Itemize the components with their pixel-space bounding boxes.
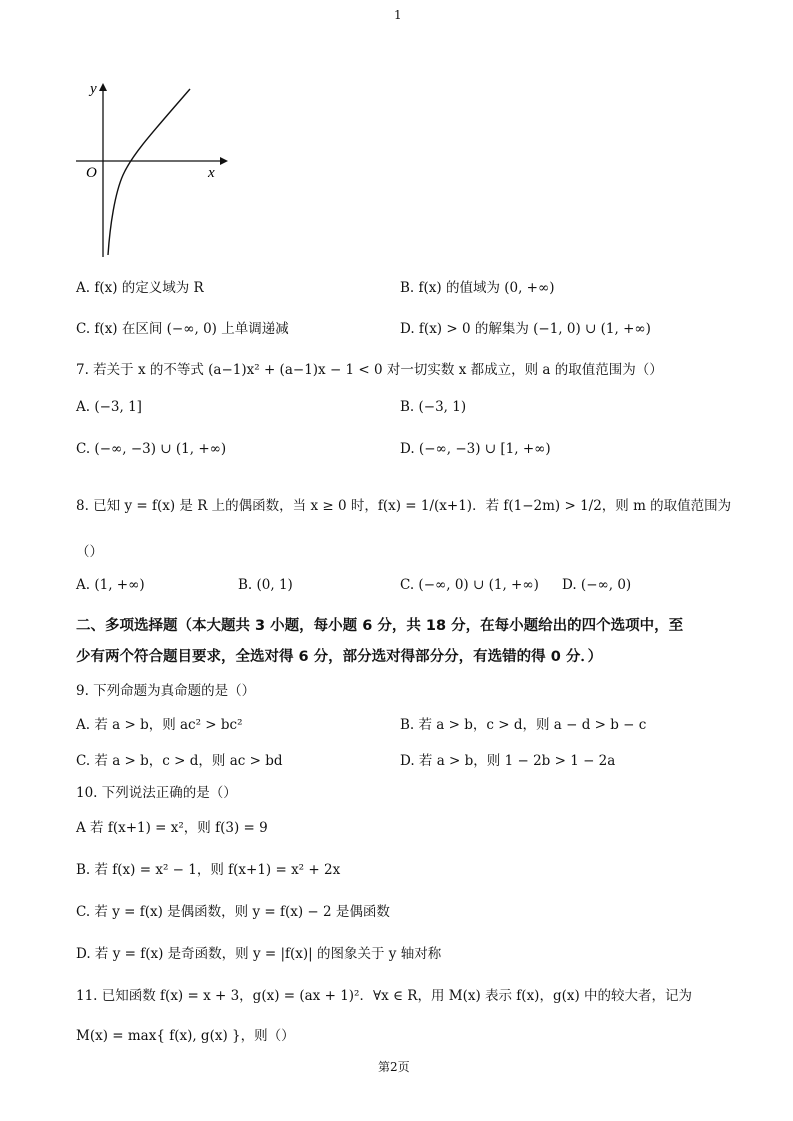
- y-axis-arrow: [99, 83, 107, 91]
- q8-paren: （）: [76, 544, 103, 560]
- q9-option-a: A. 若 a > b，则 ac² > bc²: [76, 717, 243, 733]
- q10-option-a: A 若 f(x+1) = x²，则 f(3) = 9: [76, 820, 268, 836]
- q9-option-c: C. 若 a > b，c > d，则 ac > bd: [76, 753, 283, 769]
- q7-option-a: A. (−3, 1]: [76, 399, 142, 415]
- q9-option-d: D. 若 a > b，则 1 − 2b > 1 − 2a: [400, 753, 616, 769]
- function-graph: [70, 75, 230, 260]
- q8-option-d: D. (−∞, 0): [562, 577, 632, 593]
- q7-option-b: B. (−3, 1): [400, 399, 467, 415]
- q6-option-b: B. f(x) 的值域为 (0, +∞): [400, 280, 555, 296]
- q10-stem: 10. 下列说法正确的是（）: [76, 785, 237, 801]
- q10-option-c: C. 若 y = f(x) 是偶函数，则 y = f(x) − 2 是偶函数: [76, 904, 390, 920]
- section2-heading-line1: 二、多项选择题（本大题共 3 小题，每小题 6 分，共 18 分，在每小题给出的四个选项中，至: [76, 618, 684, 634]
- section2-heading-line2: 少有两个符合题目要求，全选对得 6 分，部分选对得部分分，有选错的得 0 分．）: [76, 649, 603, 665]
- q11-line1: 11. 已知函数 f(x) = x + 3，g(x) = (ax + 1)²．∀x ∈ R，用 M(x) 表示 f(x)，g(x) 中的较大者，记为: [76, 988, 693, 1004]
- x-axis-label: x: [208, 165, 215, 181]
- origin-label: O: [86, 165, 97, 181]
- page-number: 1: [394, 8, 402, 22]
- q10-option-d: D. 若 y = f(x) 是奇函数，则 y = |f(x)| 的图象关于 y 轴对称: [76, 946, 442, 962]
- page-footer: 第2页: [378, 1060, 410, 1074]
- q6-option-d: D. f(x) > 0 的解集为 (−1, 0) ∪ (1, +∞): [400, 321, 651, 337]
- q9-stem: 9. 下列命题为真命题的是（）: [76, 683, 256, 699]
- q8-stem: 8. 已知 y = f(x) 是 R 上的偶函数，当 x ≥ 0 时，f(x) = 1/(x+1)．若 f(1−2m) > 1/2，则 m 的取值范围为: [76, 498, 732, 514]
- q9-option-b: B. 若 a > b，c > d，则 a − d > b − c: [400, 717, 647, 733]
- q11-line2: M(x) = max{ f(x), g(x) }，则（）: [76, 1028, 295, 1044]
- q7-stem: 7. 若关于 x 的不等式 (a−1)x² + (a−1)x − 1 < 0 对一切实数 x 都成立，则 a 的取值范围为（）: [76, 362, 663, 378]
- q8-option-b: B. (0, 1): [238, 577, 293, 593]
- q7-option-c: C. (−∞, −3) ∪ (1, +∞): [76, 441, 227, 457]
- q8-option-a: A. (1, +∞): [76, 577, 145, 593]
- y-axis-label: y: [90, 81, 97, 97]
- x-axis-arrow: [220, 157, 228, 165]
- q7-option-d: D. (−∞, −3) ∪ [1, +∞): [400, 441, 551, 457]
- q6-option-c: C. f(x) 在区间 (−∞, 0) 上单调递减: [76, 321, 289, 337]
- q10-option-b: B. 若 f(x) = x² − 1，则 f(x+1) = x² + 2x: [76, 862, 341, 878]
- q6-option-a: A. f(x) 的定义域为 R: [76, 280, 204, 296]
- q8-option-c: C. (−∞, 0) ∪ (1, +∞): [400, 577, 539, 593]
- function-curve: [108, 89, 190, 255]
